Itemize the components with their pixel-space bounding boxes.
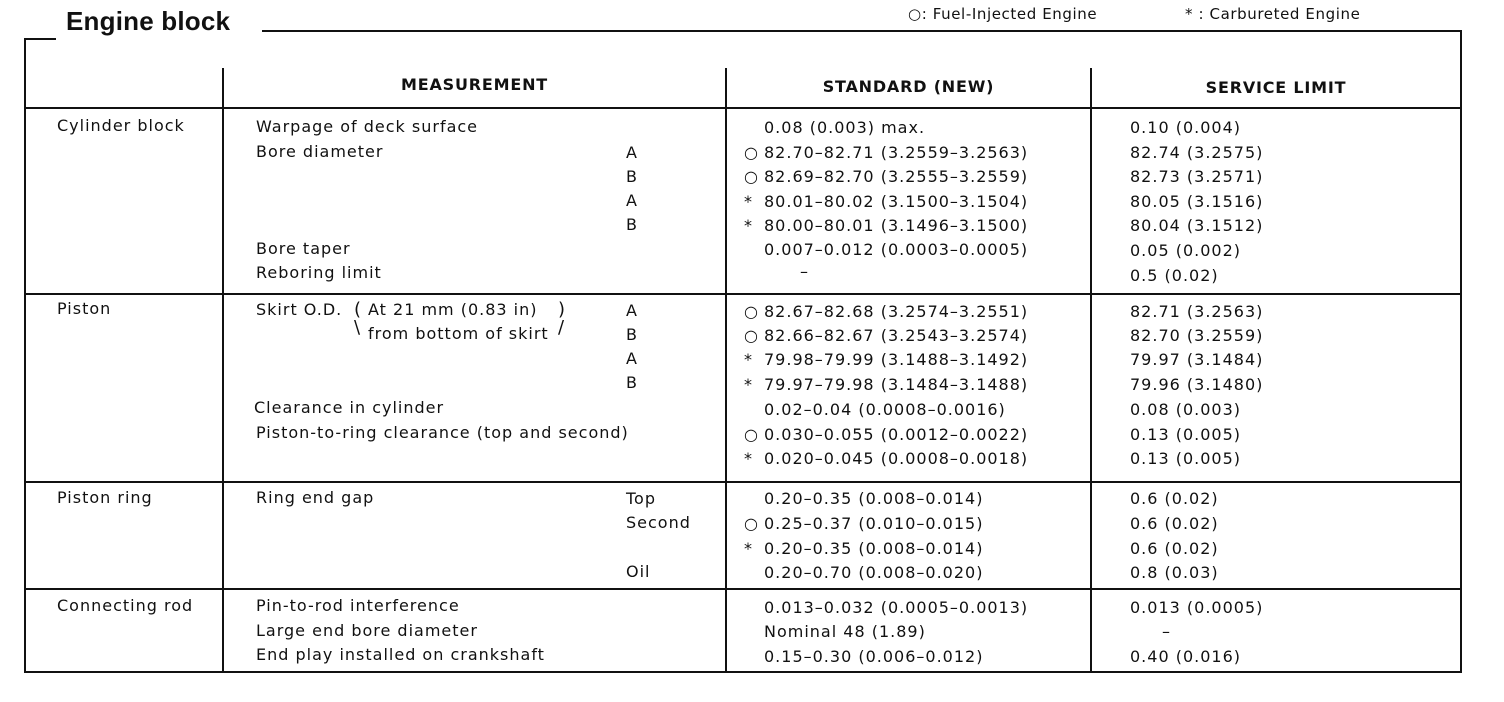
standard-text: 0.20–0.35 (0.008–0.014): [764, 539, 984, 558]
standard-text: 82.69–82.70 (3.2555–3.2559): [764, 167, 1029, 186]
frame-top: [262, 30, 1462, 32]
measurement-label: Large end bore diameter: [256, 621, 478, 640]
measurement-label: Ring end gap: [256, 488, 375, 507]
standard-text: 80.00–80.01 (3.1496–3.1500): [764, 216, 1029, 235]
frame-left: [24, 38, 26, 672]
category-connecting-rod: Connecting rod: [57, 596, 194, 615]
divider-piston: [24, 293, 1462, 295]
paren-open-lower: \: [354, 317, 361, 338]
engine-marker: *: [744, 375, 753, 394]
standard-value: [744, 539, 983, 559]
skirt-note-2: from bottom of skirt: [368, 324, 549, 343]
engine-marker: *: [744, 192, 753, 211]
standard-text: 0.20–0.35 (0.008–0.014): [764, 489, 984, 508]
standard-text: 0.20–0.70 (0.008–0.020): [764, 563, 984, 582]
standard-value: [744, 449, 1028, 469]
engine-marker: *: [744, 539, 753, 558]
standard-value: [744, 143, 1028, 163]
standard-text: 0.02–0.04 (0.0008–0.0016): [764, 400, 1006, 419]
service-limit-value: 82.71 (3.2563): [1130, 302, 1264, 321]
standard-value: [744, 400, 1006, 420]
engine-marker: ○: [744, 425, 759, 444]
standard-text: 0.030–0.055 (0.0012–0.0022): [764, 425, 1029, 444]
standard-text: 0.020–0.045 (0.0008–0.0018): [764, 449, 1029, 468]
variant-label: B: [626, 373, 638, 392]
standard-value: [744, 622, 926, 642]
standard-text: 0.25–0.37 (0.010–0.015): [764, 514, 984, 533]
service-limit-value: 0.13 (0.005): [1130, 449, 1241, 468]
variant-label: B: [626, 167, 638, 186]
standard-value: [744, 563, 983, 583]
paren-open: (: [354, 299, 362, 320]
header-measurement: MEASUREMENT: [401, 75, 548, 94]
standard-text: 79.98–79.99 (3.1488–3.1492): [764, 350, 1029, 369]
standard-value: [744, 598, 1028, 618]
service-limit-value: 0.5 (0.02): [1130, 266, 1219, 285]
service-limit-value: 79.96 (3.1480): [1130, 375, 1264, 394]
frame-right: [1460, 30, 1462, 672]
variant-label: Top: [626, 489, 656, 508]
standard-value: [744, 647, 983, 667]
standard-text: 80.01–80.02 (3.1500–3.1504): [764, 192, 1029, 211]
measurement-label: Warpage of deck surface: [256, 117, 479, 136]
variant-label: A: [626, 143, 638, 162]
service-limit-value: 79.97 (3.1484): [1130, 350, 1264, 369]
standard-value: [744, 192, 1028, 212]
service-limit-value: 0.6 (0.02): [1130, 514, 1219, 533]
service-limit-value: 0.13 (0.005): [1130, 425, 1241, 444]
service-limit-value: 0.10 (0.004): [1130, 118, 1241, 137]
standard-text: 0.013–0.032 (0.0005–0.0013): [764, 598, 1029, 617]
engine-marker: *: [744, 350, 753, 369]
divider-piston-ring: [24, 481, 1462, 483]
standard-text: 82.67–82.68 (3.2574–3.2551): [764, 302, 1029, 321]
frame-bottom: [24, 671, 1462, 673]
paren-close-lower: /: [558, 317, 565, 338]
standard-text: 79.97–79.98 (3.1484–3.1488): [764, 375, 1029, 394]
engine-marker: ○: [744, 167, 759, 186]
service-limit-value: 0.6 (0.02): [1130, 489, 1219, 508]
variant-label: Second: [626, 513, 691, 532]
service-limit-value: 0.40 (0.016): [1130, 647, 1241, 666]
standard-value: [744, 326, 1028, 346]
paren-close: ): [558, 299, 566, 320]
service-limit-value: 0.6 (0.02): [1130, 539, 1219, 558]
engine-marker: *: [744, 449, 753, 468]
service-limit-value: 0.8 (0.03): [1130, 563, 1219, 582]
service-limit-value: 0.08 (0.003): [1130, 400, 1241, 419]
standard-text: Nominal 48 (1.89): [764, 622, 926, 641]
legend-fuel-injected: ○: Fuel-Injected Engine: [908, 5, 1098, 23]
service-limit-value: 80.04 (3.1512): [1130, 216, 1264, 235]
divider-connecting-rod: [24, 588, 1462, 590]
standard-value: [744, 240, 1028, 260]
standard-value: [744, 167, 1028, 187]
skirt-note-1: At 21 mm (0.83 in): [368, 300, 538, 319]
measurement-label: Reboring limit: [256, 263, 382, 282]
category-piston-ring: Piston ring: [57, 488, 153, 507]
variant-label: B: [626, 325, 638, 344]
engine-marker: ○: [744, 514, 759, 533]
variant-label: A: [626, 191, 638, 210]
standard-value: [744, 375, 1028, 395]
standard-value: [744, 489, 983, 509]
frame-top-left: [24, 38, 56, 40]
standard-value: [744, 350, 1028, 370]
measurement-label: Bore taper: [256, 239, 351, 258]
divider-col-3: [1090, 68, 1092, 671]
engine-marker: ○: [744, 143, 759, 162]
category-piston: Piston: [57, 299, 112, 318]
legend-carbureted: * : Carbureted Engine: [1185, 5, 1361, 23]
service-limit-value: 82.70 (3.2559): [1130, 326, 1264, 345]
standard-text: 0.007–0.012 (0.0003–0.0005): [764, 240, 1029, 259]
engine-marker: *: [744, 216, 753, 235]
service-limit-value: 80.05 (3.1516): [1130, 192, 1264, 211]
standard-text: 82.70–82.71 (3.2559–3.2563): [764, 143, 1029, 162]
standard-value: [744, 302, 1028, 322]
variant-label: A: [626, 349, 638, 368]
engine-marker: ○: [744, 302, 759, 321]
engine-marker: ○: [744, 326, 759, 345]
header-standard: STANDARD (NEW): [822, 77, 995, 96]
variant-label: B: [626, 215, 638, 234]
measurement-label: Bore diameter: [256, 142, 384, 161]
category-cylinder-block: Cylinder block: [57, 116, 185, 135]
standard-value: [744, 425, 1028, 445]
service-limit-value: 82.74 (3.2575): [1130, 143, 1264, 162]
page-title: Engine block: [66, 6, 231, 36]
service-limit-value: –: [1162, 622, 1171, 641]
service-limit-value: 0.013 (0.0005): [1130, 598, 1264, 617]
header-service-limit: SERVICE LIMIT: [1205, 78, 1347, 97]
divider-col-1: [222, 68, 224, 671]
standard-text: 0.15–0.30 (0.006–0.012): [764, 647, 984, 666]
divider-col-2: [725, 68, 727, 671]
skirt-od-label: Skirt O.D.: [256, 300, 343, 319]
measurement-label: Clearance in cylinder: [254, 398, 445, 417]
standard-value: [744, 514, 983, 534]
variant-label: Oil: [626, 562, 651, 581]
standard-value: [744, 216, 1028, 236]
standard-value: [744, 118, 925, 138]
service-limit-value: 0.05 (0.002): [1130, 241, 1241, 260]
standard-text: 82.66–82.67 (3.2543–3.2574): [764, 326, 1029, 345]
divider-header: [24, 107, 1462, 109]
service-limit-value: 82.73 (3.2571): [1130, 167, 1264, 186]
standard-value: –: [800, 262, 809, 281]
variant-label: A: [626, 301, 638, 320]
standard-text: 0.08 (0.003) max.: [764, 118, 926, 137]
measurement-label: End play installed on crankshaft: [256, 645, 545, 664]
measurement-label: Pin-to-rod interference: [256, 596, 460, 615]
measurement-label: Piston-to-ring clearance (top and second): [256, 423, 629, 442]
